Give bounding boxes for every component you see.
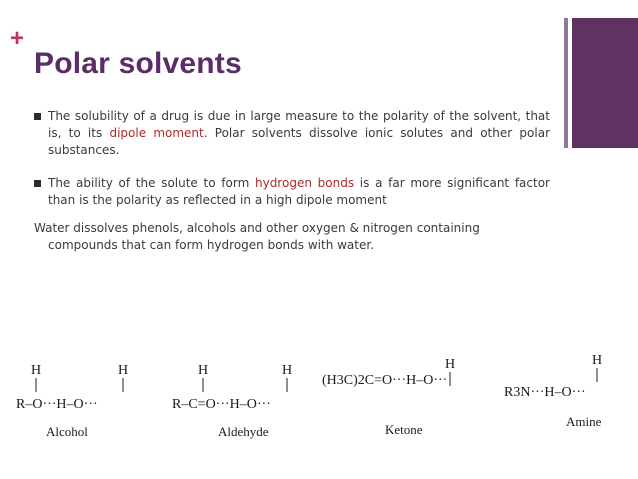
atom-h: H (592, 353, 603, 368)
bullet-text: The ability of the solute to form (48, 176, 255, 190)
highlight-term: hydrogen bonds (254, 176, 355, 190)
paragraph-line: compounds that can form hydrogen bonds with water. (48, 238, 375, 252)
atom-h: H (282, 363, 293, 378)
aldehyde-structure (172, 363, 292, 439)
chemical-structures (0, 344, 638, 454)
structure-label: Aldehyde (218, 424, 269, 439)
structure-formula: R–C=O···H–O··· (172, 397, 271, 412)
bullet-text: The solubility of a drug is due in large measure to the polarity of the solvent, that is, to its (48, 109, 550, 140)
paragraph (34, 220, 550, 254)
bullet-square-icon (34, 113, 41, 120)
atom-h: H (31, 363, 42, 378)
paragraph-line: Water dissolves phenols, alcohols and other oxygen & nitrogen containing (34, 221, 480, 235)
structure-formula: R–O···H–O··· (16, 397, 98, 412)
bullet-text: is a far more significant factor than is the polarity as reflected in a high dipole moment (48, 176, 550, 207)
highlight-term: dipole moment (109, 126, 204, 140)
slide-title: Polar solvents (34, 47, 242, 80)
structure-label: Alcohol (46, 424, 88, 439)
structure-formula: (H3C)2C=O···H–O··· (322, 373, 448, 388)
plus-icon: + (10, 25, 25, 52)
atom-h: H (118, 363, 129, 378)
ketone-structure (322, 357, 455, 437)
bullet-item (34, 108, 550, 159)
atom-h: H (445, 357, 456, 372)
structure-label: Amine (566, 414, 602, 429)
bullet-square-icon (34, 180, 41, 187)
hydrogen-bond-diagram (0, 344, 638, 454)
decorative-bar-thick (572, 18, 638, 148)
amine-structure (504, 353, 602, 429)
alcohol-structure (16, 363, 128, 439)
structure-formula: R3N···H–O··· (504, 385, 586, 400)
bullet-text: . Polar solvents dissolve ionic solutes and other polar substances. (48, 126, 551, 157)
bullet-item (34, 175, 550, 209)
atom-h: H (198, 363, 209, 378)
structure-label: Ketone (385, 422, 423, 437)
decorative-bar-thin (564, 18, 568, 148)
slide-body (34, 108, 550, 254)
